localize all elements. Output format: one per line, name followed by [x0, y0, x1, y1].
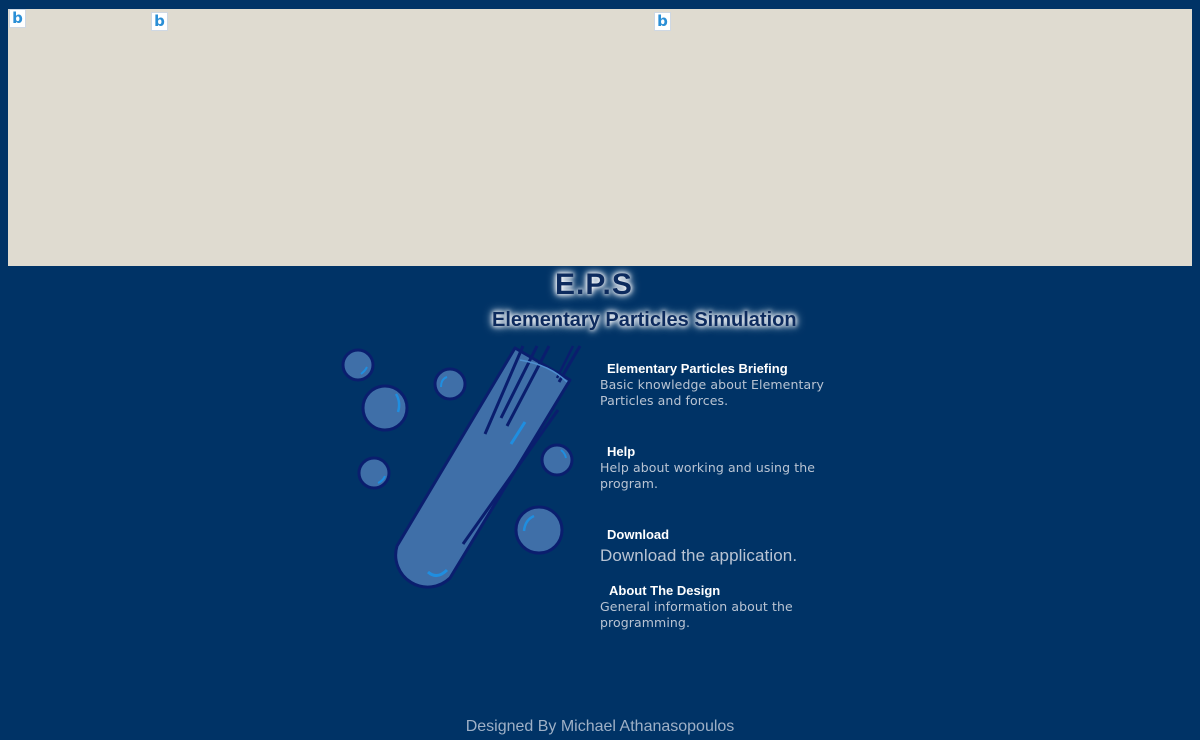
menu-item-briefing: [600, 361, 850, 409]
briefing-link[interactable]: Elementary Particles Briefing: [607, 361, 788, 376]
b-logo-icon[interactable]: b: [151, 12, 168, 31]
logo-subtitle: Elementary Particles Simulation: [492, 309, 797, 331]
footer-credit: Designed By Michael Athanasopoulos: [465, 718, 735, 735]
b-logo-icon[interactable]: b: [654, 12, 671, 31]
about-design-link[interactable]: About The Design: [609, 583, 721, 598]
test-tube-illustration: [325, 340, 605, 600]
about-design-description: General information about the programming.: [600, 599, 793, 630]
help-link[interactable]: Help: [607, 444, 636, 459]
menu-item-about-design: [600, 583, 850, 631]
download-description: Download the application.: [600, 546, 798, 565]
logo-title: E.P.S: [555, 268, 633, 301]
bubble-icon: [343, 350, 373, 380]
bubble-icon: [435, 369, 465, 399]
help-description: Help about working and using the program.: [600, 460, 816, 491]
bubble-icon: [542, 445, 572, 475]
bubble-icon: [363, 386, 407, 430]
menu-item-download: [600, 527, 850, 567]
banner-area: [8, 9, 1192, 266]
briefing-description: Basic knowledge about Elementary Particles and forces.: [600, 377, 824, 408]
download-link[interactable]: Download: [607, 527, 670, 542]
b-logo-icon[interactable]: b: [9, 9, 26, 28]
bubble-icon: [359, 458, 389, 488]
bubble-icon: [516, 507, 562, 553]
menu-item-help: [600, 444, 850, 492]
